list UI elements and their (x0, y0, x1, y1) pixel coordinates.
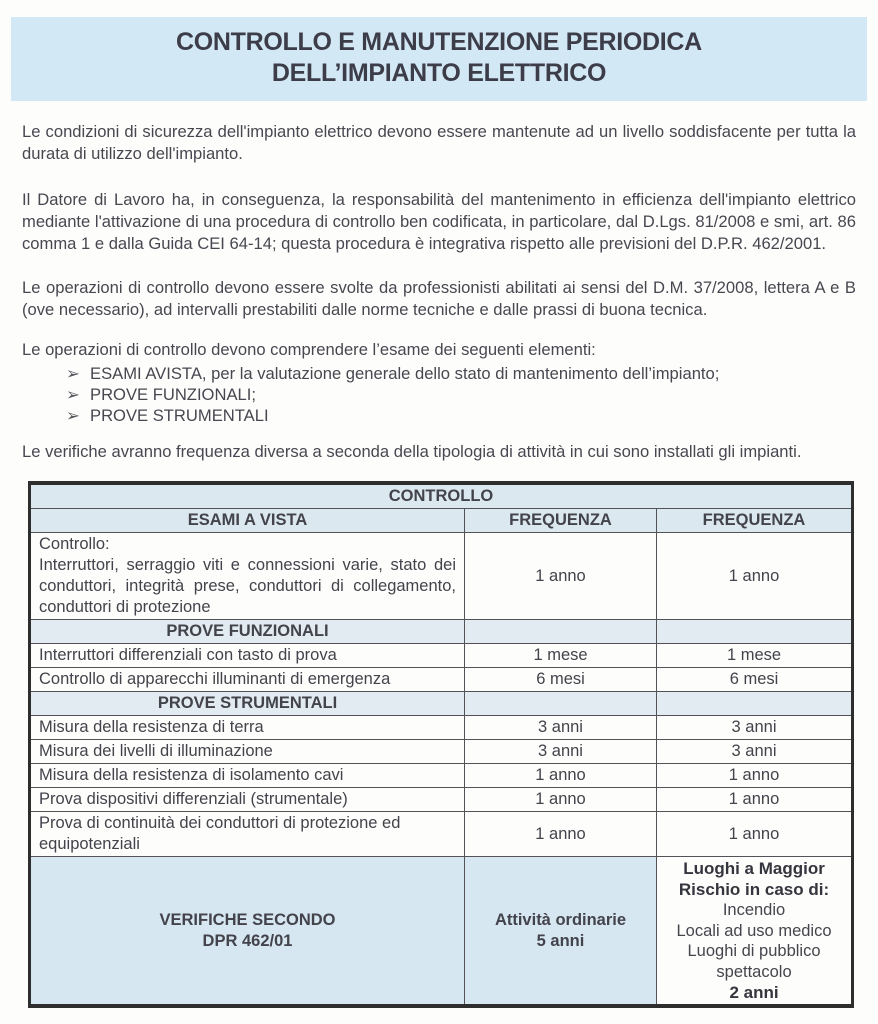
document-title-line-1: CONTROLLO E MANUTENZIONE PERIODICA (176, 28, 702, 56)
paragraph-safety-conditions: Le condizioni di sicurezza dell'impianto elettrico devono essere mantenute ad un livello soddisfacente per tutta la durata di utilizzo dell'impianto. (22, 122, 856, 163)
frequency-value-2: 1 anno (657, 764, 853, 788)
exam-label (30, 788, 465, 812)
frequency-value-2: 1 anno (657, 788, 853, 812)
frequency-value-1: 3 anni (465, 740, 657, 764)
frequency-value-1: 1 mese (465, 644, 657, 668)
paragraph-employer-responsibility: Il Datore di Lavoro ha, in conseguenza, la responsabilità del mantenimento in efficienza dell'impianto elettrico mediante l'attivazione di una procedura di controllo ben codificata, in particolare, dal D.Lgs. 81/2008 e smi, art. 86 comma 1 e dalla Guida CEI 64-14; questa procedura è integrativa rispetto alle previsioni del D.P.R. 462/2001. (22, 190, 856, 253)
arrow-bullet-icon: ➢ (66, 385, 80, 404)
frequency-value-1: 1 anno (465, 533, 657, 620)
document-title-banner (11, 17, 867, 101)
list-item (66, 405, 856, 426)
controllo-table-body (30, 533, 853, 857)
exam-label (30, 812, 465, 857)
checks-list (22, 363, 856, 426)
empty-cell (657, 692, 853, 716)
exam-label-line: Misura della resistenza di isolamento cavi (39, 766, 344, 784)
frequency-value-2: 1 anno (657, 533, 853, 620)
verifiche-line-2: DPR 462/01 (202, 931, 293, 950)
exam-label (30, 533, 465, 620)
table-row (30, 740, 853, 764)
exam-label-line: Interruttori differenziali con tasto di prova (39, 646, 337, 664)
luoghi-maggior-rischio-cell (657, 857, 853, 1007)
exam-label-line: Misura della resistenza di terra (39, 718, 264, 736)
table-title-row (30, 483, 853, 509)
attivita-line-1: Attività ordinarie (494, 910, 627, 929)
controllo-table-head (30, 483, 853, 533)
section-row (30, 620, 853, 644)
exam-label-line: Misura dei livelli di illuminazione (39, 742, 273, 760)
table-header-row (30, 509, 853, 533)
exam-label-line: Interruttori, serraggio viti e connessioni varie, stato dei conduttori, integrità prese, conduttori di collegamento, conduttori di protezione (39, 556, 456, 616)
table-footer-row (30, 857, 853, 1007)
table-row (30, 788, 853, 812)
controllo-table-foot (30, 857, 853, 1007)
frequency-value-1: 1 anno (465, 812, 657, 857)
table-title: CONTROLLO (30, 483, 853, 509)
section-row (30, 692, 853, 716)
list-item (66, 363, 856, 384)
arrow-bullet-icon: ➢ (66, 364, 80, 383)
rischio-header: Luoghi a Maggior Rischio in caso di: (678, 859, 830, 899)
exam-label (30, 764, 465, 788)
exam-label (30, 668, 465, 692)
list-item-text: PROVE FUNZIONALI; (90, 385, 256, 404)
exam-label (30, 716, 465, 740)
frequency-value-2: 3 anni (657, 740, 853, 764)
section-label: PROVE FUNZIONALI (30, 620, 465, 644)
frequency-value-2: 3 anni (657, 716, 853, 740)
list-item-text: PROVE STRUMENTALI (90, 406, 269, 425)
table-row (30, 716, 853, 740)
empty-cell (465, 620, 657, 644)
frequency-value-1: 6 mesi (465, 668, 657, 692)
table-row (30, 764, 853, 788)
attivita-ordinarie-cell (465, 857, 657, 1007)
list-item-text: ESAMI AVISTA, per la valutazione generale dello stato di mantenimento dell’impianto; (90, 364, 720, 383)
attivita-line-2: 5 anni (536, 931, 585, 950)
paragraph-frequency-note: Le verifiche avranno frequenza diversa a seconda della tipologia di attività in cui sono installati gli impianti. (22, 442, 802, 461)
document-body (22, 121, 856, 1008)
empty-cell (465, 692, 657, 716)
rischio-value: 2 anni (729, 983, 779, 1002)
document-title-line-2: DELL’IMPIANTO ELETTRICO (271, 59, 607, 87)
frequency-value-2: 1 mese (657, 644, 853, 668)
column-header-frequenza-1: FREQUENZA (465, 509, 657, 533)
arrow-bullet-icon: ➢ (66, 406, 80, 425)
verifiche-line-1: VERIFICHE SECONDO (159, 910, 336, 929)
paragraph-qualified-professionals: Le operazioni di controllo devono essere svolte da professionisti abilitati ai sensi del D.M. 37/2008, lettera A e B (ove necessario), ad intervalli prestabiliti dalle norme tecniche e dalle prassi di buona tecnica. (22, 278, 856, 319)
empty-cell (657, 620, 853, 644)
frequency-value-2: 6 mesi (657, 668, 853, 692)
exam-label-line: Controllo: (39, 535, 110, 553)
exam-label (30, 644, 465, 668)
section-label: PROVE STRUMENTALI (30, 692, 465, 716)
exam-label (30, 740, 465, 764)
frequency-value-2: 1 anno (657, 812, 853, 857)
exam-label-line: Prova di continuità dei conduttori di protezione ed equipotenziali (39, 814, 401, 853)
rischio-item: Luoghi di pubblico spettacolo (687, 942, 821, 981)
paragraph-checks-intro: Le operazioni di controllo devono comprendere l’esame dei seguenti elementi: (22, 340, 596, 359)
controllo-table (28, 481, 854, 1008)
rischio-item: Locali ad uso medico (676, 921, 832, 940)
frequency-value-1: 1 anno (465, 788, 657, 812)
table-row (30, 533, 853, 620)
table-row (30, 644, 853, 668)
exam-label-line: Prova dispositivi differenziali (strumentale) (39, 790, 348, 808)
list-item (66, 384, 856, 405)
document-page (0, 17, 878, 1024)
table-row (30, 668, 853, 692)
rischio-item: Incendio (722, 901, 786, 919)
column-header-esami-a-vista: ESAMI A VISTA (30, 509, 465, 533)
table-row (30, 812, 853, 857)
exam-label-line: Controllo di apparecchi illuminanti di emergenza (39, 670, 391, 688)
column-header-frequenza-2: FREQUENZA (657, 509, 853, 533)
verifiche-dpr-cell (30, 857, 465, 1007)
frequency-value-1: 3 anni (465, 716, 657, 740)
frequency-value-1: 1 anno (465, 764, 657, 788)
